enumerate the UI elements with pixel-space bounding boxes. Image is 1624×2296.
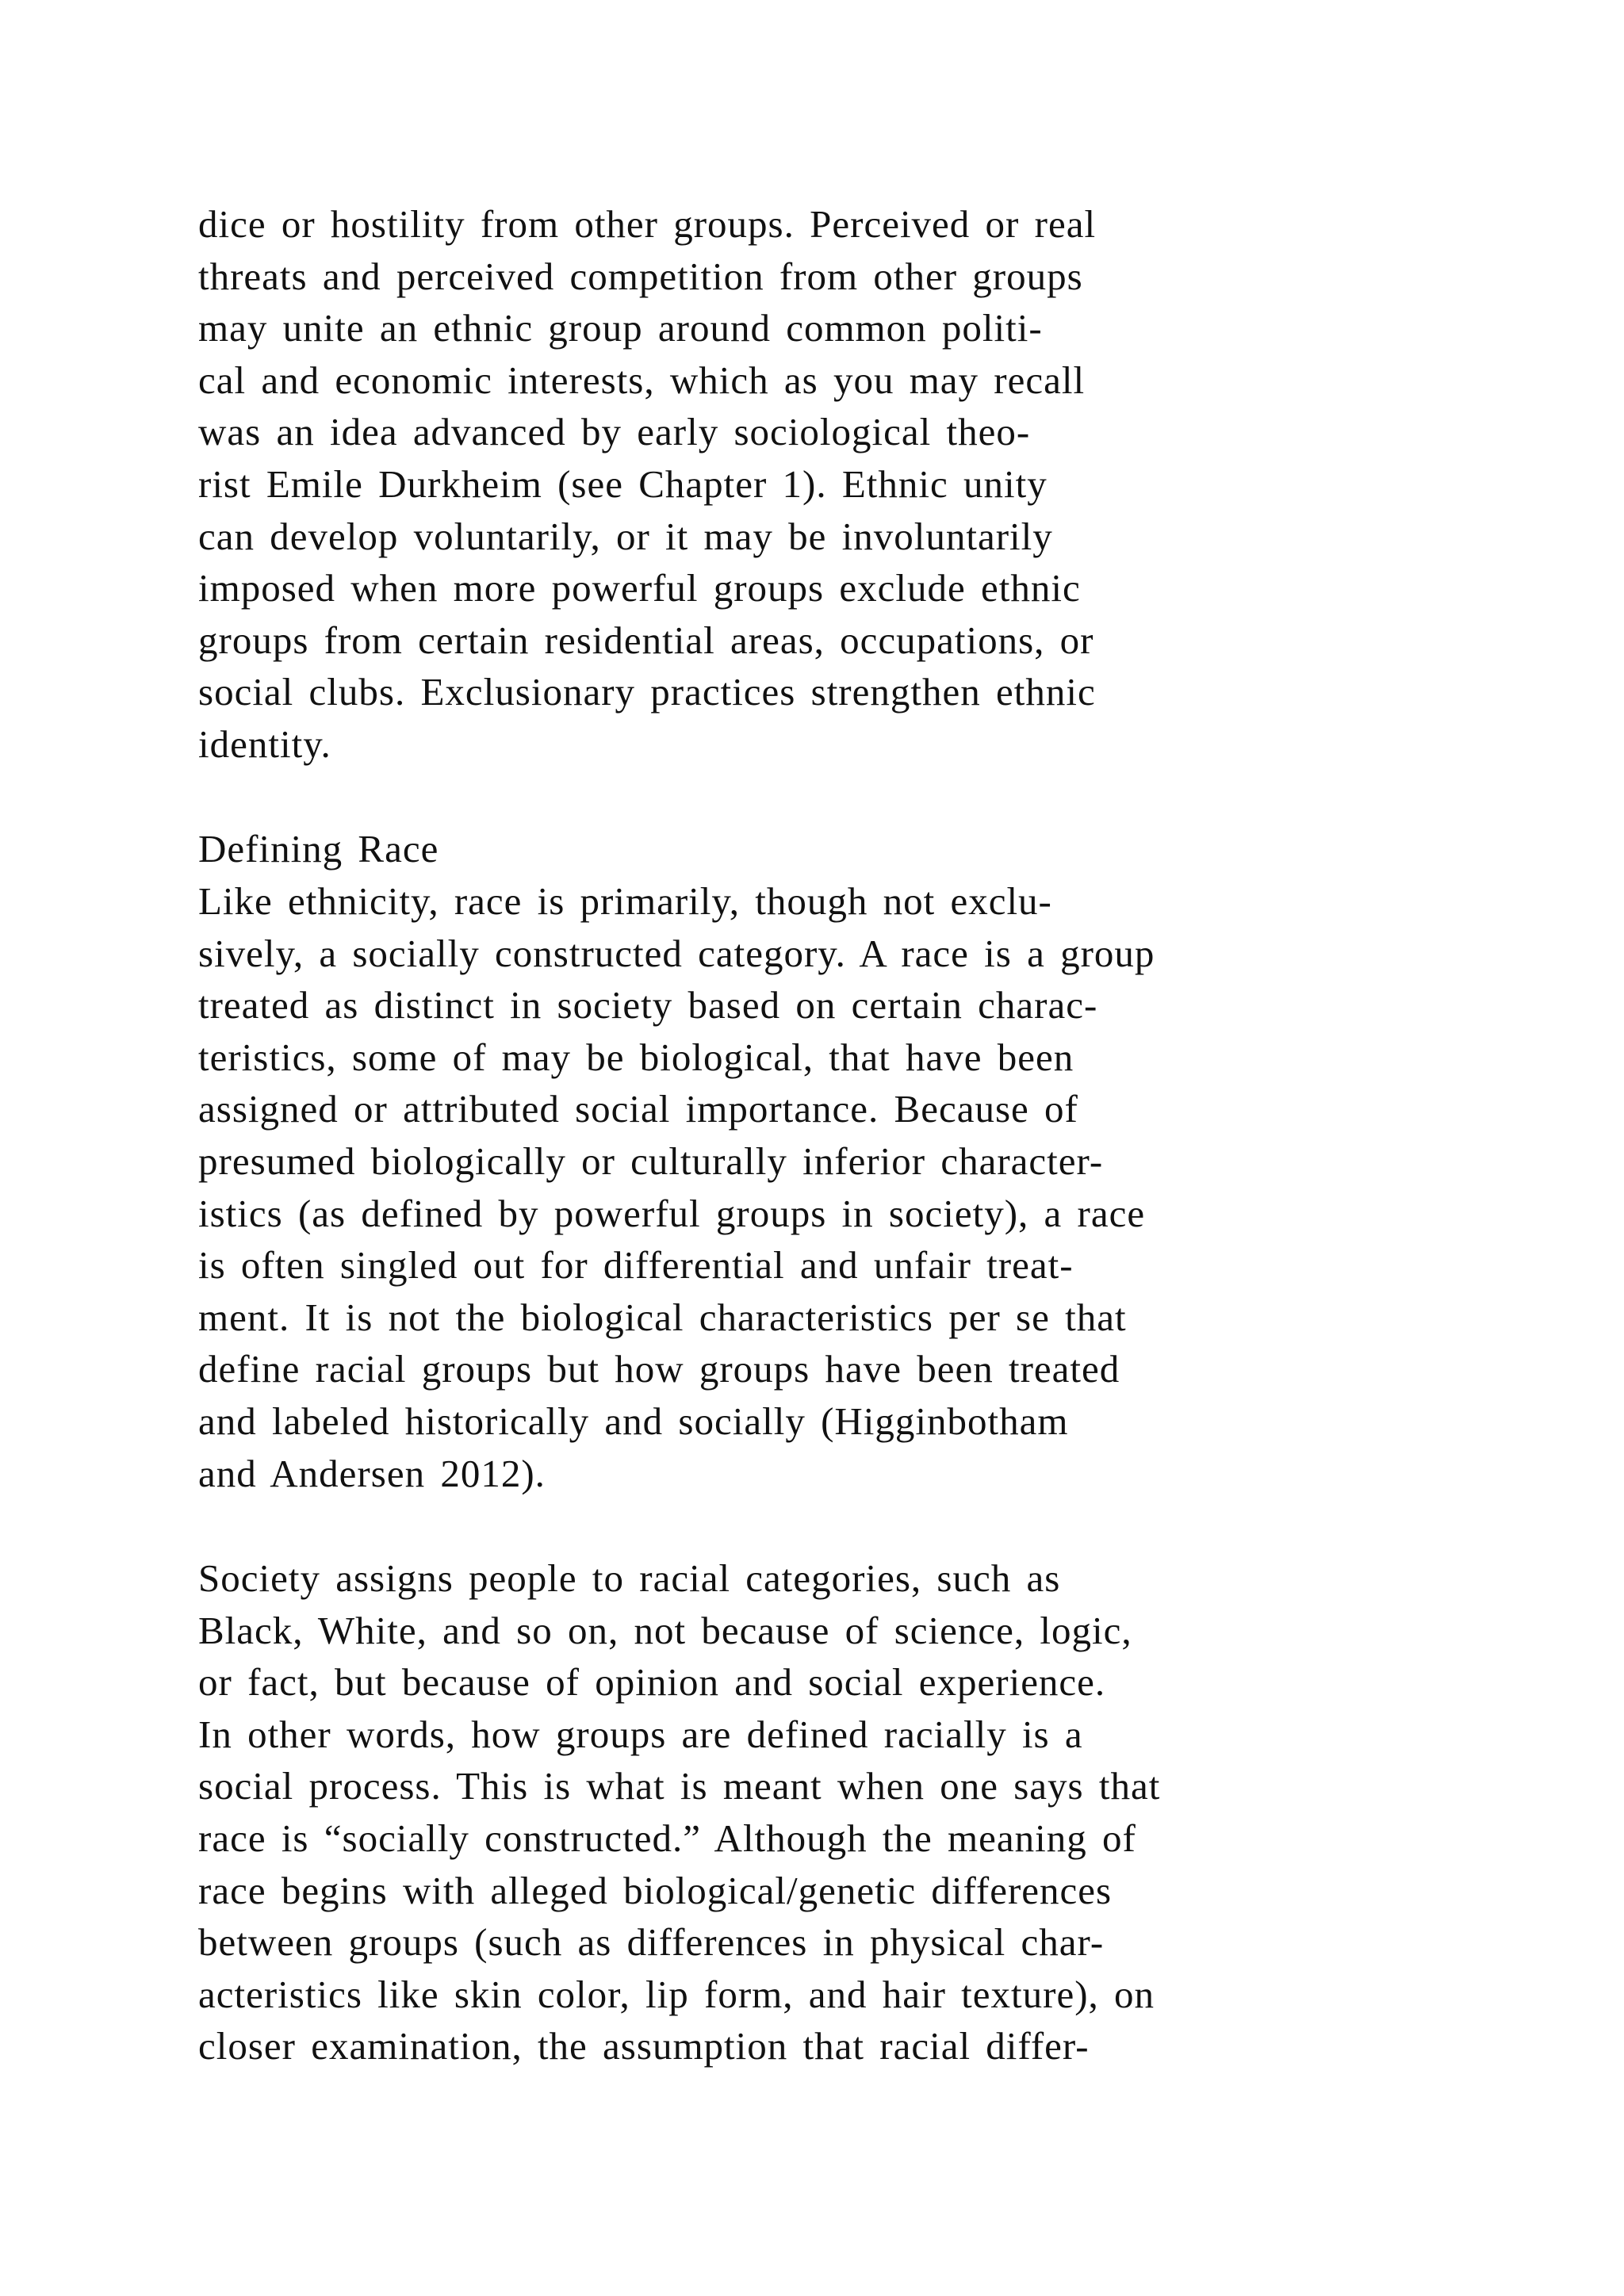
text-line: Society assigns people to racial categories, such as bbox=[198, 1556, 1061, 1600]
text-line: may unite an ethnic group around common politi- bbox=[198, 306, 1043, 350]
text-line: teristics, some of may be biological, that have been bbox=[198, 1035, 1074, 1079]
text-line: between groups (such as differences in physical char- bbox=[198, 1920, 1105, 1965]
text-line: threats and perceived competition from other groups bbox=[198, 254, 1083, 298]
paragraph-ethnic-unity bbox=[198, 198, 1594, 771]
paragraph-social-construction bbox=[198, 1552, 1594, 2072]
text-line: and Andersen 2012). bbox=[198, 1451, 546, 1495]
text-line: groups from certain residential areas, occupations, or bbox=[198, 618, 1094, 662]
text-line: imposed when more powerful groups exclude ethnic bbox=[198, 566, 1081, 610]
text-line: is often singled out for differential and unfair treat- bbox=[198, 1243, 1074, 1288]
text-line: closer examination, the assumption that racial differ- bbox=[198, 2024, 1090, 2068]
text-line: ment. It is not the biological characteristics per se that bbox=[198, 1295, 1127, 1339]
text-line: acteristics like skin color, lip form, and hair texture), on bbox=[198, 1972, 1155, 2016]
text-line: race is “socially constructed.” Although the meaning of bbox=[198, 1816, 1136, 1860]
text-line: dice or hostility from other groups. Perceived or real bbox=[198, 202, 1097, 246]
section-heading bbox=[198, 823, 1594, 875]
text-line: can develop voluntarily, or it may be involuntarily bbox=[198, 514, 1053, 558]
text-line: assigned or attributed social importance. Because of bbox=[198, 1087, 1078, 1131]
text-line: sively, a socially constructed category. A race is a group bbox=[198, 931, 1155, 975]
paragraph-defining-race bbox=[198, 875, 1594, 1499]
text-line: or fact, but because of opinion and social experience. bbox=[198, 1660, 1106, 1705]
heading-text: Defining Race bbox=[198, 827, 439, 871]
text-line: social process. This is what is meant when one says that bbox=[198, 1764, 1161, 1808]
text-line: In other words, how groups are defined racially is a bbox=[198, 1712, 1083, 1756]
text-line: rist Emile Durkheim (see Chapter 1). Ethnic unity bbox=[198, 461, 1048, 506]
text-line: and labeled historically and socially (Higginbotham bbox=[198, 1399, 1069, 1443]
text-line: race begins with alleged biological/genetic differences bbox=[198, 1868, 1113, 1912]
text-line: cal and economic interests, which as you may recall bbox=[198, 358, 1086, 402]
text-line: Black, White, and so on, not because of science, logic, bbox=[198, 1608, 1132, 1652]
text-line: istics (as defined by powerful groups in society), a race bbox=[198, 1191, 1146, 1235]
text-line: treated as distinct in society based on certain charac- bbox=[198, 983, 1098, 1027]
text-line: define racial groups but how groups have been treated bbox=[198, 1347, 1120, 1391]
text-line: identity. bbox=[198, 721, 331, 766]
text-line: social clubs. Exclusionary practices strengthen ethnic bbox=[198, 670, 1096, 714]
text-line: Like ethnicity, race is primarily, though not exclu- bbox=[198, 879, 1052, 923]
text-line: presumed biologically or culturally inferior character- bbox=[198, 1138, 1104, 1183]
text-line: was an idea advanced by early sociological theo- bbox=[198, 410, 1031, 454]
